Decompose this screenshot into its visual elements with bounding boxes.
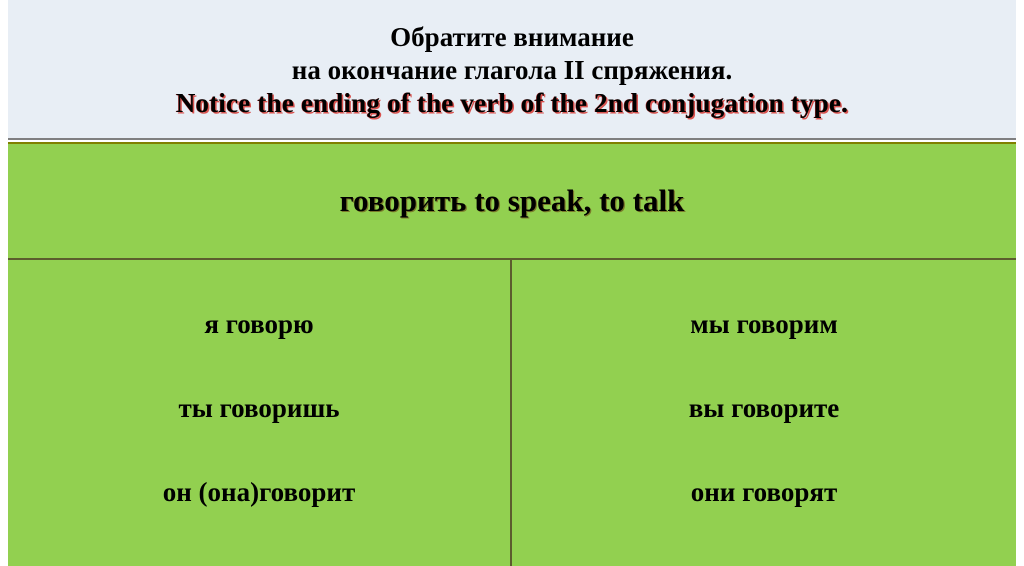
conjugation-item: вы говорите: [688, 393, 840, 423]
conjugation-item: он (она)говорит: [162, 477, 356, 507]
singular-column: [8, 260, 512, 566]
conjugation-item: я говорю: [204, 309, 314, 339]
slide-right-margin: [1016, 0, 1024, 566]
conjugation-grid: [8, 260, 1016, 566]
header-panel: [8, 0, 1016, 140]
verb-title-row: [8, 144, 1016, 260]
conjugation-table: [8, 142, 1016, 566]
conjugation-item: мы говорим: [690, 309, 838, 339]
slide-left-margin: [0, 0, 8, 566]
verb-title: говорить to speak, to talk: [339, 183, 685, 218]
conjugation-item: ты говоришь: [178, 393, 340, 423]
header-line-3-english: Notice the ending of the verb of the 2nd conjugation type.: [175, 87, 849, 118]
conjugation-item: они говорят: [690, 477, 838, 507]
header-line-1: Обратите внимание: [390, 21, 634, 52]
plural-column: [512, 260, 1016, 566]
header-line-2: на окончание глагола II спряжения.: [291, 54, 733, 85]
